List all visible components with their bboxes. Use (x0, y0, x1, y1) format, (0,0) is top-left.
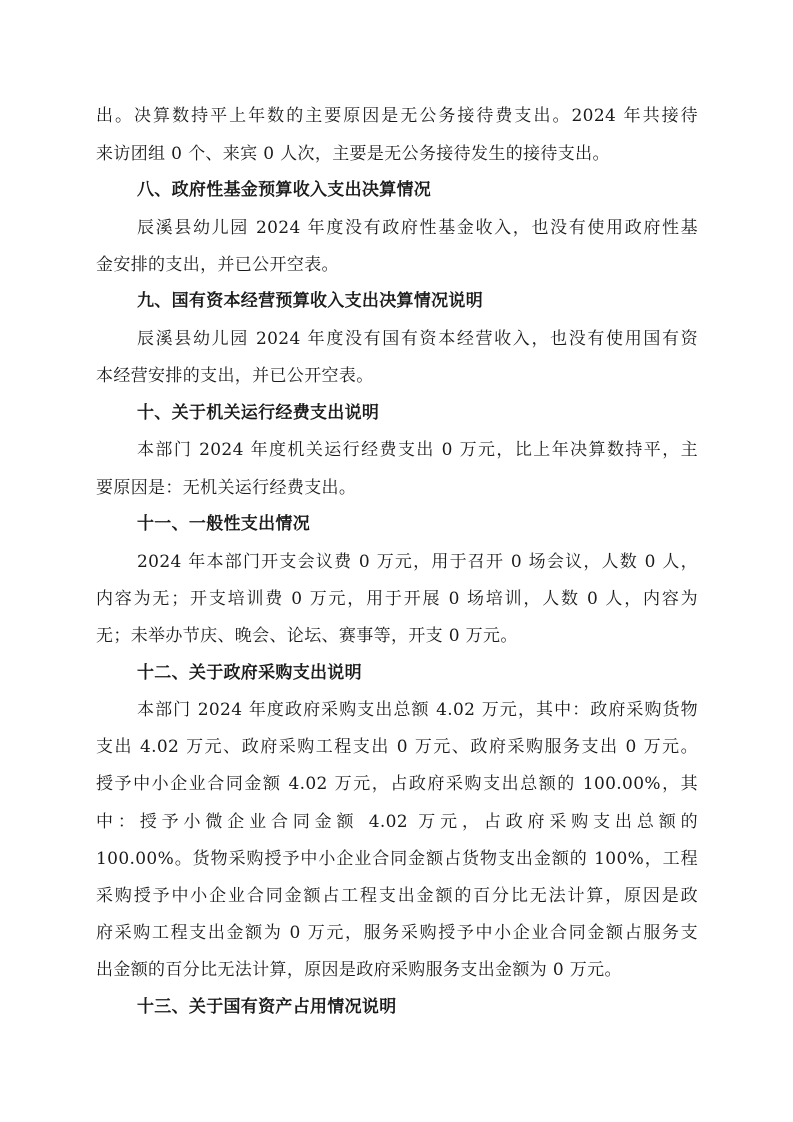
paragraph-line: 辰溪县幼儿园 2024 年度没有国有资本经营收入，也没有使用国有资 (137, 329, 698, 349)
paragraph-line: 辰溪县幼儿园 2024 年度没有政府性基金收入，也没有使用政府性基 (137, 218, 698, 238)
paragraph-line: 来访团组 0 个、来宾 0 人次，主要是无公务接待发生的接待支出。 (96, 144, 610, 164)
paragraph-line: 内容为无；开支培训费 0 万元，用于开展 0 场培训，人数 0 人，内容为 (96, 589, 698, 609)
paragraph-line: 出金额的百分比无法计算，原因是政府采购服务支出金额为 0 万元。 (96, 960, 622, 980)
paragraph-line: 中：授予小微企业合同金额 4.02 万元，占政府采购支出总额的 (96, 812, 698, 832)
section-heading-10: 十、关于机关运行经费支出说明 (137, 403, 380, 423)
section-heading-13: 十三、关于国有资产占用情况说明 (137, 997, 397, 1017)
paragraph-line: 本部门 2024 年度机关运行经费支出 0 万元，比上年决算数持平，主 (137, 440, 698, 460)
paragraph-line: 金安排的支出，并已公开空表。 (96, 255, 339, 275)
paragraph-line: 采购授予中小企业合同金额占工程支出金额的百分比无法计算，原因是政 (96, 886, 698, 906)
paragraph-line: 支出 4.02 万元、政府采购工程支出 0 万元、政府采购服务支出 0 万元。 (96, 737, 698, 757)
section-heading-12: 十二、关于政府采购支出说明 (137, 663, 362, 683)
section-heading-11: 十一、一般性支出情况 (137, 514, 310, 534)
section-heading-8: 八、政府性基金预算收入支出决算情况 (137, 180, 432, 200)
paragraph-line: 2024 年本部门开支会议费 0 万元，用于召开 0 场会议，人数 0 人， (137, 552, 698, 572)
paragraph-line: 100.00%。货物采购授予中小企业合同金额占货物支出金额的 100%，工程 (96, 849, 698, 869)
paragraph-line: 出。决算数持平上年数的主要原因是无公务接待费支出。2024 年共接待 (96, 106, 698, 126)
paragraph-line: 府采购工程支出金额为 0 万元，服务采购授予中小企业合同金额占服务支 (96, 923, 698, 943)
paragraph-line: 授予中小企业合同金额 4.02 万元，占政府采购支出总额的 100.00%，其 (96, 774, 698, 794)
paragraph-line: 本部门 2024 年度政府采购支出总额 4.02 万元，其中：政府采购货物 (137, 700, 698, 720)
paragraph-line: 本经营安排的支出，并已公开空表。 (96, 366, 374, 386)
paragraph-line: 要原因是：无机关运行经费支出。 (96, 478, 357, 498)
paragraph-line: 无；未举办节庆、晚会、论坛、赛事等，开支 0 万元。 (96, 626, 518, 646)
section-heading-9: 九、国有资本经营预算收入支出决算情况说明 (137, 291, 483, 311)
